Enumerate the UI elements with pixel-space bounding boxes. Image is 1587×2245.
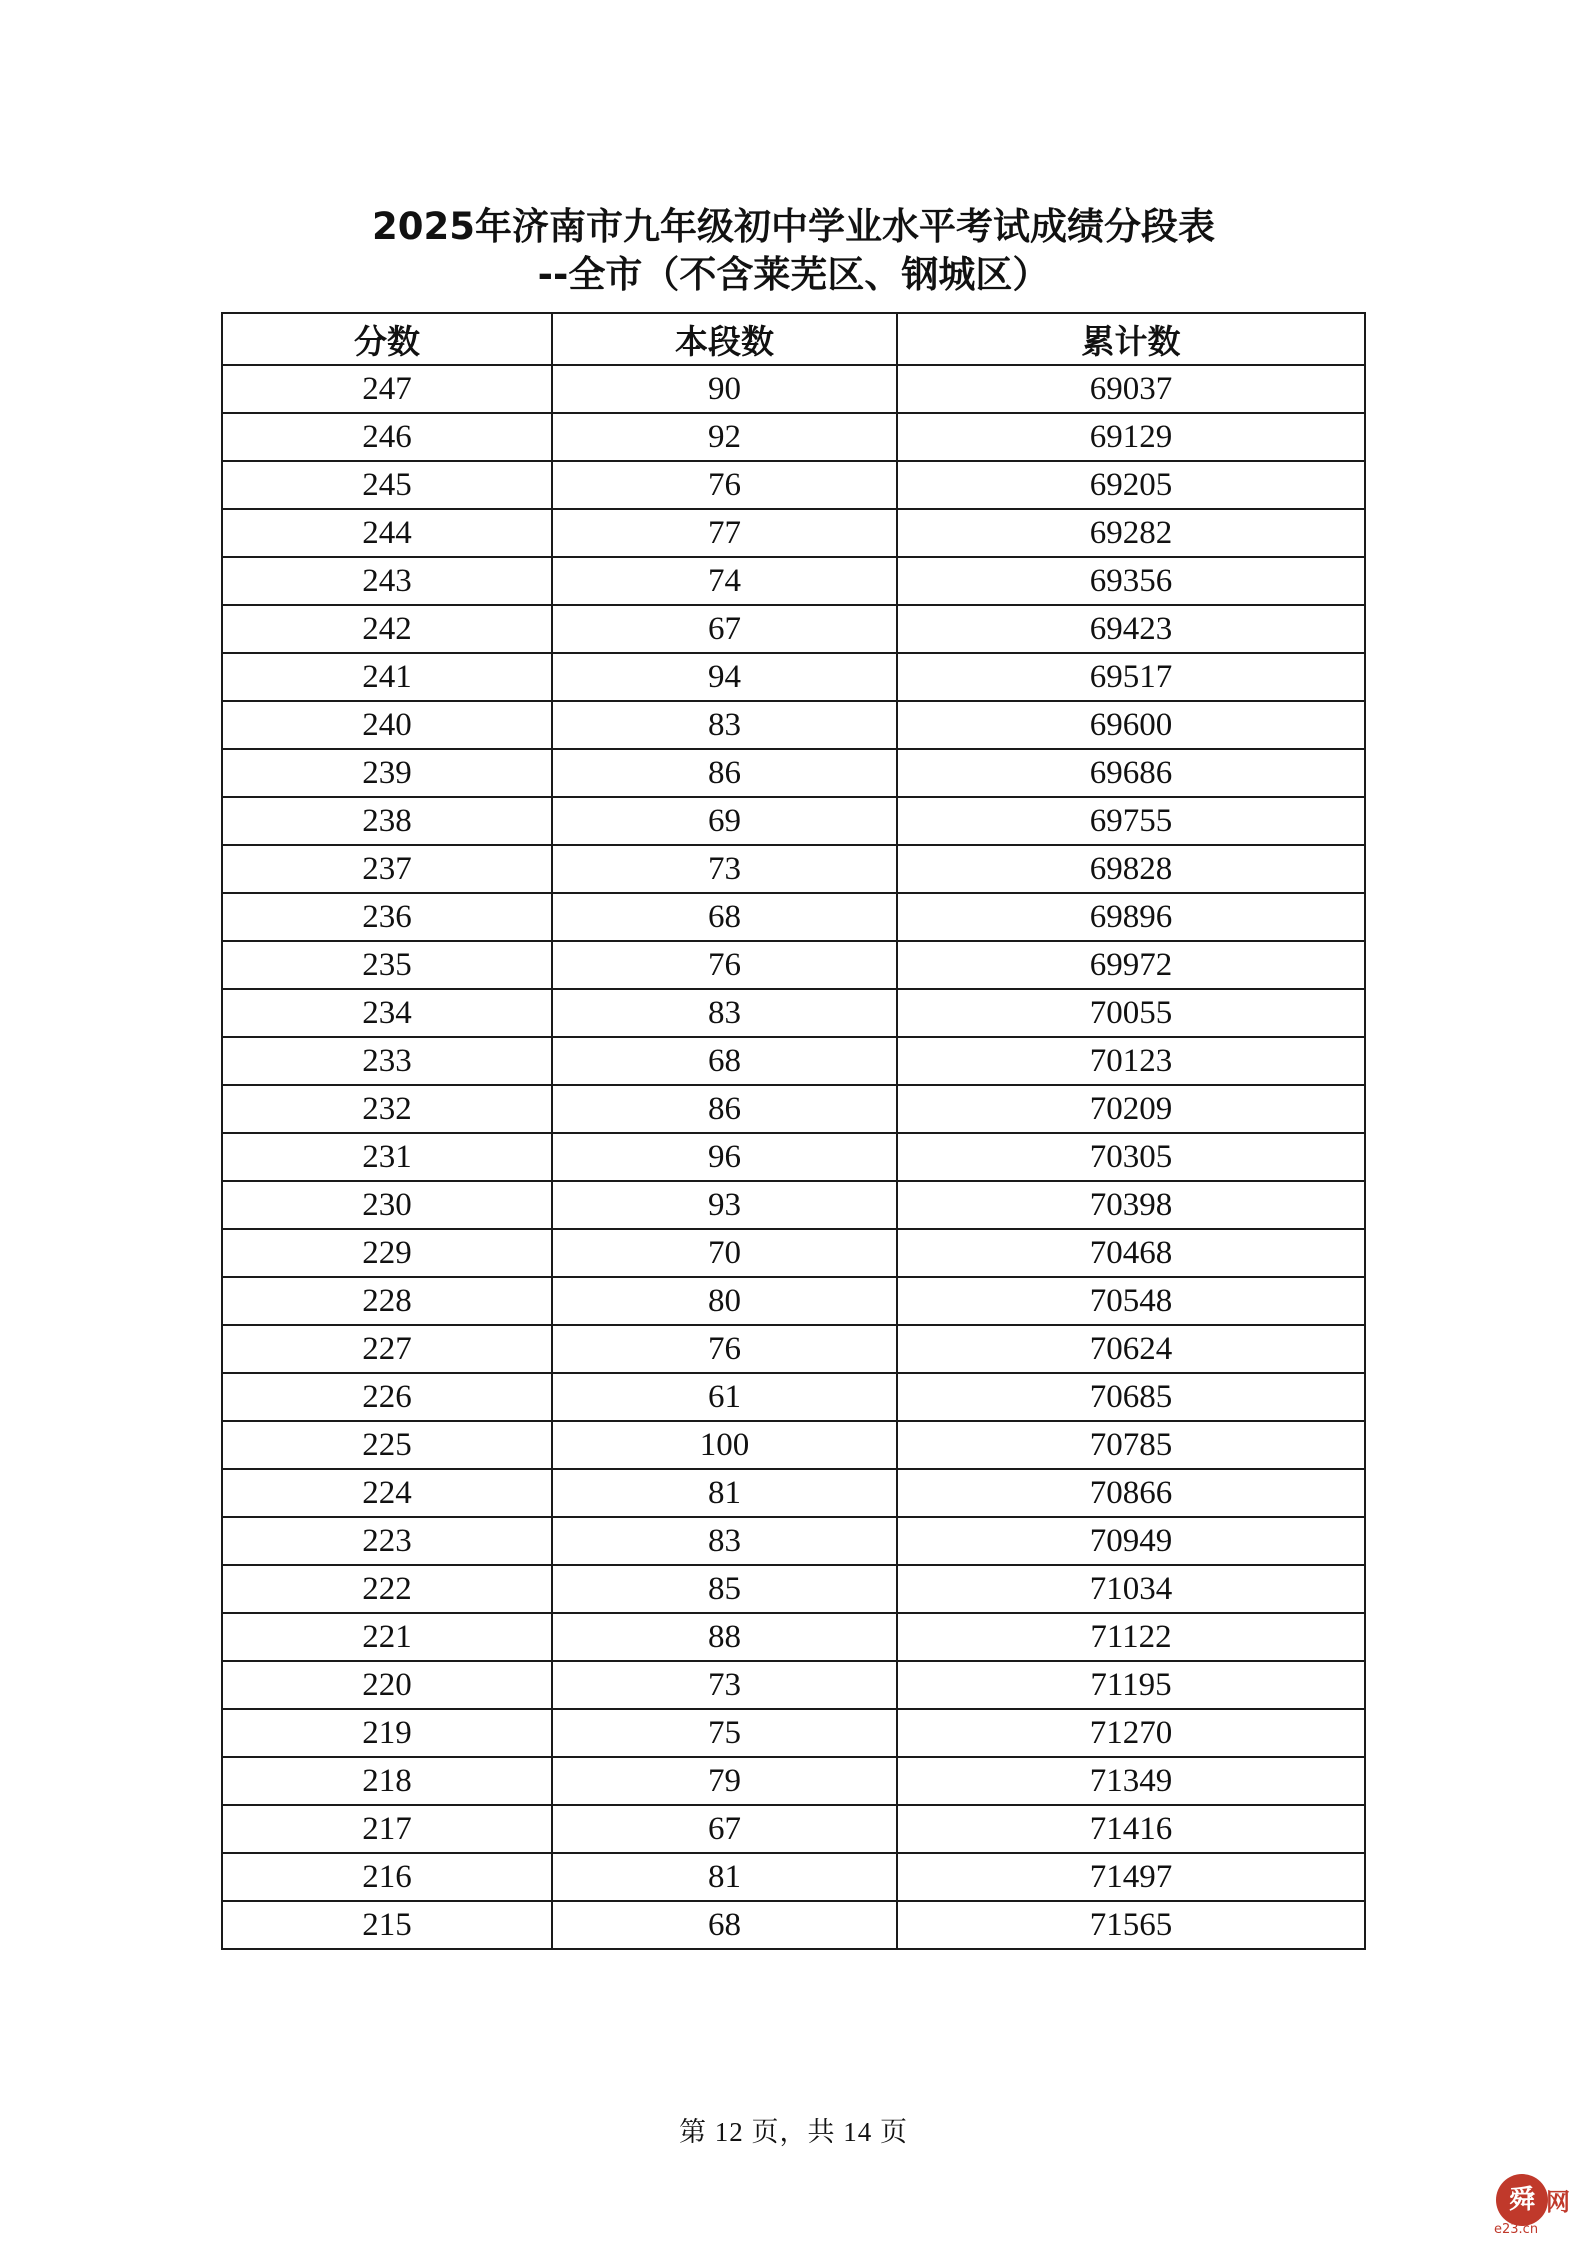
cell-cumulative-count: 69423 (897, 605, 1365, 653)
header-score: 分数 (222, 313, 552, 365)
cell-cumulative-count: 70468 (897, 1229, 1365, 1277)
cell-cumulative-count: 70866 (897, 1469, 1365, 1517)
table-row (222, 557, 1365, 605)
cell-segment-count: 88 (552, 1613, 897, 1661)
cell-cumulative-count: 70785 (897, 1421, 1365, 1469)
table-row (222, 1133, 1365, 1181)
cell-segment-count: 85 (552, 1565, 897, 1613)
header-row (222, 313, 1365, 365)
cell-score: 218 (222, 1757, 552, 1805)
cell-score: 217 (222, 1805, 552, 1853)
cell-cumulative-count: 71497 (897, 1853, 1365, 1901)
cell-segment-count: 81 (552, 1469, 897, 1517)
cell-cumulative-count: 70055 (897, 989, 1365, 1037)
cell-score: 243 (222, 557, 552, 605)
cell-cumulative-count: 70624 (897, 1325, 1365, 1373)
cell-cumulative-count: 69517 (897, 653, 1365, 701)
cell-segment-count: 92 (552, 413, 897, 461)
table-row (222, 1901, 1365, 1949)
table-row (222, 1565, 1365, 1613)
cell-score: 215 (222, 1901, 552, 1949)
table-row (222, 1757, 1365, 1805)
table-row (222, 893, 1365, 941)
cell-score: 234 (222, 989, 552, 1037)
table-row (222, 1421, 1365, 1469)
cell-cumulative-count: 69972 (897, 941, 1365, 989)
cell-score: 233 (222, 1037, 552, 1085)
table-row (222, 1037, 1365, 1085)
cell-score: 247 (222, 365, 552, 413)
cell-segment-count: 76 (552, 1325, 897, 1373)
cell-cumulative-count: 69282 (897, 509, 1365, 557)
cell-cumulative-count: 69686 (897, 749, 1365, 797)
table-row (222, 1277, 1365, 1325)
cell-cumulative-count: 71416 (897, 1805, 1365, 1853)
table-row (222, 1805, 1365, 1853)
cell-score: 226 (222, 1373, 552, 1421)
document-subtitle: --全市（不含莱芜区、钢城区） (537, 253, 1050, 296)
table-row (222, 509, 1365, 557)
cell-segment-count: 68 (552, 893, 897, 941)
table-row (222, 1853, 1365, 1901)
cell-score: 237 (222, 845, 552, 893)
table-row (222, 1661, 1365, 1709)
cell-score: 228 (222, 1277, 552, 1325)
cell-segment-count: 93 (552, 1181, 897, 1229)
cell-score: 225 (222, 1421, 552, 1469)
cell-cumulative-count: 69828 (897, 845, 1365, 893)
cell-score: 216 (222, 1853, 552, 1901)
cell-cumulative-count: 71349 (897, 1757, 1365, 1805)
cell-cumulative-count: 69129 (897, 413, 1365, 461)
cell-segment-count: 100 (552, 1421, 897, 1469)
cell-score: 221 (222, 1613, 552, 1661)
cell-score: 227 (222, 1325, 552, 1373)
cell-score: 242 (222, 605, 552, 653)
cell-cumulative-count: 70209 (897, 1085, 1365, 1133)
cell-cumulative-count: 69356 (897, 557, 1365, 605)
table-row (222, 701, 1365, 749)
cell-cumulative-count: 71195 (897, 1661, 1365, 1709)
cell-segment-count: 90 (552, 365, 897, 413)
cell-cumulative-count: 71122 (897, 1613, 1365, 1661)
cell-segment-count: 80 (552, 1277, 897, 1325)
table-row (222, 653, 1365, 701)
cell-score: 231 (222, 1133, 552, 1181)
cell-segment-count: 69 (552, 797, 897, 845)
cell-score: 245 (222, 461, 552, 509)
watermark-seal: 舜 (1496, 2174, 1548, 2226)
table-row (222, 1517, 1365, 1565)
cell-cumulative-count: 70123 (897, 1037, 1365, 1085)
table-row (222, 845, 1365, 893)
cell-cumulative-count: 69205 (897, 461, 1365, 509)
cell-cumulative-count: 70398 (897, 1181, 1365, 1229)
table-row (222, 1709, 1365, 1757)
cell-cumulative-count: 71034 (897, 1565, 1365, 1613)
cell-segment-count: 96 (552, 1133, 897, 1181)
header-segment-count: 本段数 (552, 313, 897, 365)
cell-segment-count: 73 (552, 1661, 897, 1709)
header-cumulative-count: 累计数 (897, 313, 1365, 365)
cell-segment-count: 76 (552, 461, 897, 509)
cell-score: 222 (222, 1565, 552, 1613)
cell-segment-count: 83 (552, 701, 897, 749)
cell-cumulative-count: 69600 (897, 701, 1365, 749)
watermark-domain: e23.cn (1494, 2222, 1539, 2237)
cell-score: 224 (222, 1469, 552, 1517)
cell-score: 223 (222, 1517, 552, 1565)
document-title: 2025年济南市九年级初中学业水平考试成绩分段表 (372, 205, 1215, 248)
cell-cumulative-count: 69755 (897, 797, 1365, 845)
cell-cumulative-count: 70548 (897, 1277, 1365, 1325)
cell-score: 240 (222, 701, 552, 749)
cell-score: 236 (222, 893, 552, 941)
cell-score: 238 (222, 797, 552, 845)
cell-cumulative-count: 71270 (897, 1709, 1365, 1757)
cell-segment-count: 86 (552, 749, 897, 797)
table-body (222, 365, 1365, 1949)
cell-segment-count: 73 (552, 845, 897, 893)
cell-cumulative-count: 70949 (897, 1517, 1365, 1565)
table-row (222, 365, 1365, 413)
table-row (222, 1469, 1365, 1517)
cell-segment-count: 68 (552, 1901, 897, 1949)
cell-segment-count: 68 (552, 1037, 897, 1085)
table-row (222, 1181, 1365, 1229)
cell-segment-count: 79 (552, 1757, 897, 1805)
cell-cumulative-count: 70305 (897, 1133, 1365, 1181)
cell-segment-count: 83 (552, 989, 897, 1037)
cell-cumulative-count: 69037 (897, 365, 1365, 413)
table-row (222, 1325, 1365, 1373)
site-watermark-logo (1490, 2172, 1574, 2238)
table-row (222, 1613, 1365, 1661)
table-row (222, 1373, 1365, 1421)
table-row (222, 749, 1365, 797)
cell-score: 241 (222, 653, 552, 701)
cell-score: 229 (222, 1229, 552, 1277)
table-row (222, 605, 1365, 653)
cell-score: 239 (222, 749, 552, 797)
cell-score: 230 (222, 1181, 552, 1229)
cell-segment-count: 81 (552, 1853, 897, 1901)
cell-score: 232 (222, 1085, 552, 1133)
cell-segment-count: 61 (552, 1373, 897, 1421)
cell-segment-count: 67 (552, 605, 897, 653)
cell-segment-count: 75 (552, 1709, 897, 1757)
cell-segment-count: 67 (552, 1805, 897, 1853)
table-row (222, 413, 1365, 461)
cell-segment-count: 86 (552, 1085, 897, 1133)
cell-score: 219 (222, 1709, 552, 1757)
table-row (222, 461, 1365, 509)
cell-segment-count: 77 (552, 509, 897, 557)
cell-cumulative-count: 69896 (897, 893, 1365, 941)
cell-cumulative-count: 70685 (897, 1373, 1365, 1421)
cell-score: 235 (222, 941, 552, 989)
table-row (222, 797, 1365, 845)
cell-score: 220 (222, 1661, 552, 1709)
table-row (222, 1085, 1365, 1133)
table-row (222, 941, 1365, 989)
page-number: 第 12 页，共 14 页 (679, 2117, 908, 2147)
cell-segment-count: 74 (552, 557, 897, 605)
table-header (222, 313, 1365, 365)
cell-segment-count: 70 (552, 1229, 897, 1277)
cell-segment-count: 94 (552, 653, 897, 701)
table-row (222, 989, 1365, 1037)
table-row (222, 1229, 1365, 1277)
score-distribution-table (221, 312, 1366, 1950)
cell-segment-count: 76 (552, 941, 897, 989)
cell-segment-count: 83 (552, 1517, 897, 1565)
cell-score: 244 (222, 509, 552, 557)
watermark-side-text: 网 (1546, 2188, 1570, 2216)
cell-cumulative-count: 71565 (897, 1901, 1365, 1949)
cell-score: 246 (222, 413, 552, 461)
